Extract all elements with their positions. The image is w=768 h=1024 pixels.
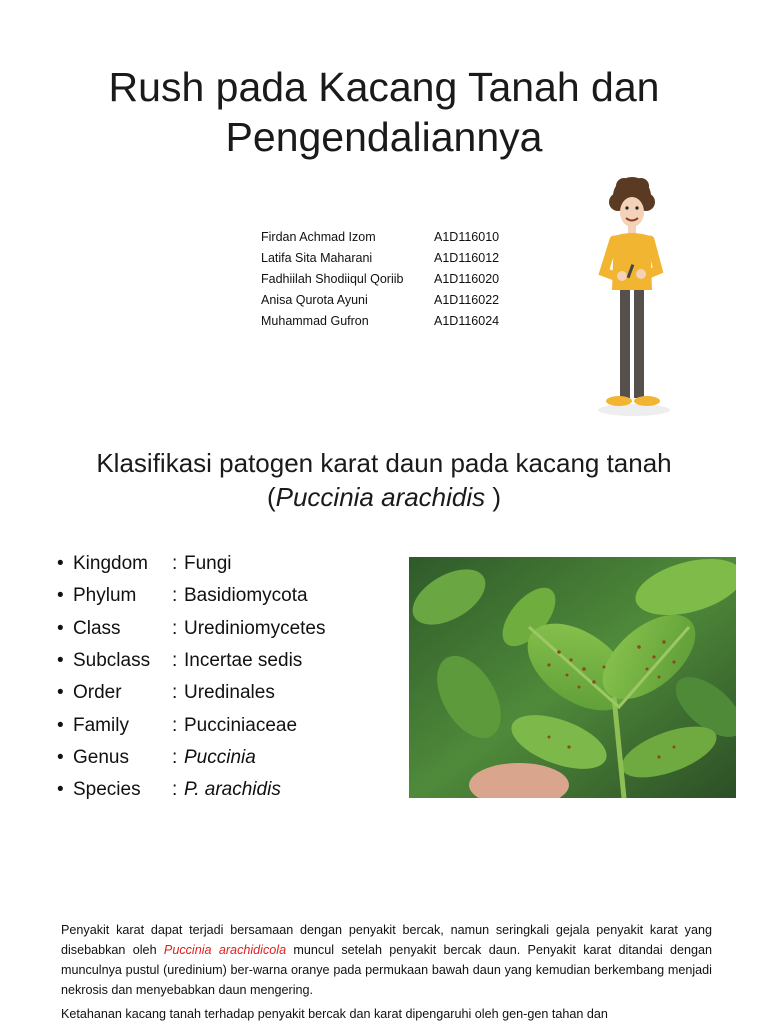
taxonomy-label: Genus [73, 746, 129, 768]
paragraph-rust-description [61, 920, 712, 1000]
title-line-2: Pengendaliannya [225, 114, 543, 160]
paragraph-resistance: Ketahanan kacang tanah terhadap penyakit bercak dan karat dipengaruhi oleh gen-gen tahan dan [61, 1007, 608, 1021]
taxonomy-value: Puccinia [184, 746, 256, 768]
taxonomy-row-family [57, 709, 326, 741]
taxonomy-row-subclass [57, 645, 326, 677]
member-id: A1D116020 [434, 271, 500, 286]
pathogen-name-highlight: Puccinia arachidicola [163, 943, 287, 957]
member-row [261, 226, 499, 247]
colon: : [172, 650, 178, 672]
taxonomy-value: Incertae sedis [184, 650, 303, 672]
taxonomy-value: Uredinales [184, 682, 275, 704]
taxonomy-label: Kingdom [73, 553, 148, 575]
colon: : [172, 617, 178, 639]
section-heading-line-1: Klasifikasi patogen karat daun pada kacang tanah [96, 448, 672, 478]
page-title [0, 62, 768, 162]
colon: : [172, 779, 178, 801]
bullet: • [57, 682, 64, 704]
bullet: • [57, 553, 64, 575]
taxonomy-list [57, 548, 326, 806]
member-row [261, 310, 499, 331]
member-id: A1D116010 [434, 229, 500, 244]
bullet: • [57, 714, 64, 736]
member-row [261, 268, 499, 289]
taxonomy-row-class [57, 613, 326, 645]
colon: : [172, 553, 178, 575]
taxonomy-value: Pucciniaceae [184, 714, 298, 736]
member-name: Anisa Qurota Ayuni [261, 292, 368, 307]
taxonomy-value: Fungi [184, 553, 232, 575]
member-row [261, 289, 499, 310]
member-name: Fadhiilah Shodiiqul Qoriib [261, 271, 404, 286]
taxonomy-row-genus [57, 742, 326, 774]
taxonomy-row-species [57, 774, 326, 806]
member-name: Muhammad Gufron [261, 313, 369, 328]
member-row [261, 247, 499, 268]
member-name: Latifa Sita Maharani [261, 250, 373, 265]
colon: : [172, 682, 178, 704]
taxonomy-label: Phylum [73, 585, 137, 607]
bullet: • [57, 585, 64, 607]
member-name: Firdan Achmad Izom [261, 229, 376, 244]
bullet: • [57, 746, 64, 768]
taxonomy-row-order [57, 677, 326, 709]
colon: : [172, 714, 178, 736]
title-line-1: Rush pada Kacang Tanah dan [108, 64, 660, 110]
bullet: • [57, 779, 64, 801]
taxonomy-row-phylum [57, 580, 326, 612]
taxonomy-label: Family [73, 714, 129, 736]
taxonomy-label: Subclass [73, 650, 151, 672]
taxonomy-value: Urediniomycetes [184, 617, 326, 639]
colon: : [172, 746, 178, 768]
cartoon-character-illustration [516, 172, 752, 434]
member-list [261, 226, 499, 331]
member-id: A1D116012 [434, 250, 500, 265]
colon: : [172, 585, 178, 607]
paren-open: ( [266, 482, 276, 512]
paren-close: ) [485, 482, 502, 512]
taxonomy-label: Species [73, 779, 141, 801]
bullet: • [57, 617, 64, 639]
taxonomy-value: Basidiomycota [184, 585, 308, 607]
member-id: A1D116024 [434, 313, 500, 328]
peanut-leaf-rust-photo [409, 557, 736, 798]
section-heading [0, 446, 768, 514]
paragraph-text-after: muncul setelah penyakit bercak daun. Penyakit karat ditandai dengan munculnya pustul (uredinium) ber-warna oranye pada permukaan bawah daun yang kemudian berkembang menjadi nekrosis dan menyebabkan daun mengering. [61, 943, 713, 997]
bullet: • [57, 650, 64, 672]
paragraph-text-before: Penyakit karat dapat terjadi bersamaan dengan penyakit bercak, namun seringkali gejala penyakit karat yang disebabkan oleh [61, 923, 712, 957]
section-heading-line-2 [0, 480, 768, 514]
taxonomy-label: Order [73, 682, 122, 704]
member-id: A1D116022 [434, 292, 500, 307]
taxonomy-label: Class [73, 617, 121, 639]
species-name: Puccinia arachidis [275, 482, 486, 512]
taxonomy-row-kingdom [57, 548, 326, 580]
taxonomy-value: P. arachidis [184, 779, 281, 801]
